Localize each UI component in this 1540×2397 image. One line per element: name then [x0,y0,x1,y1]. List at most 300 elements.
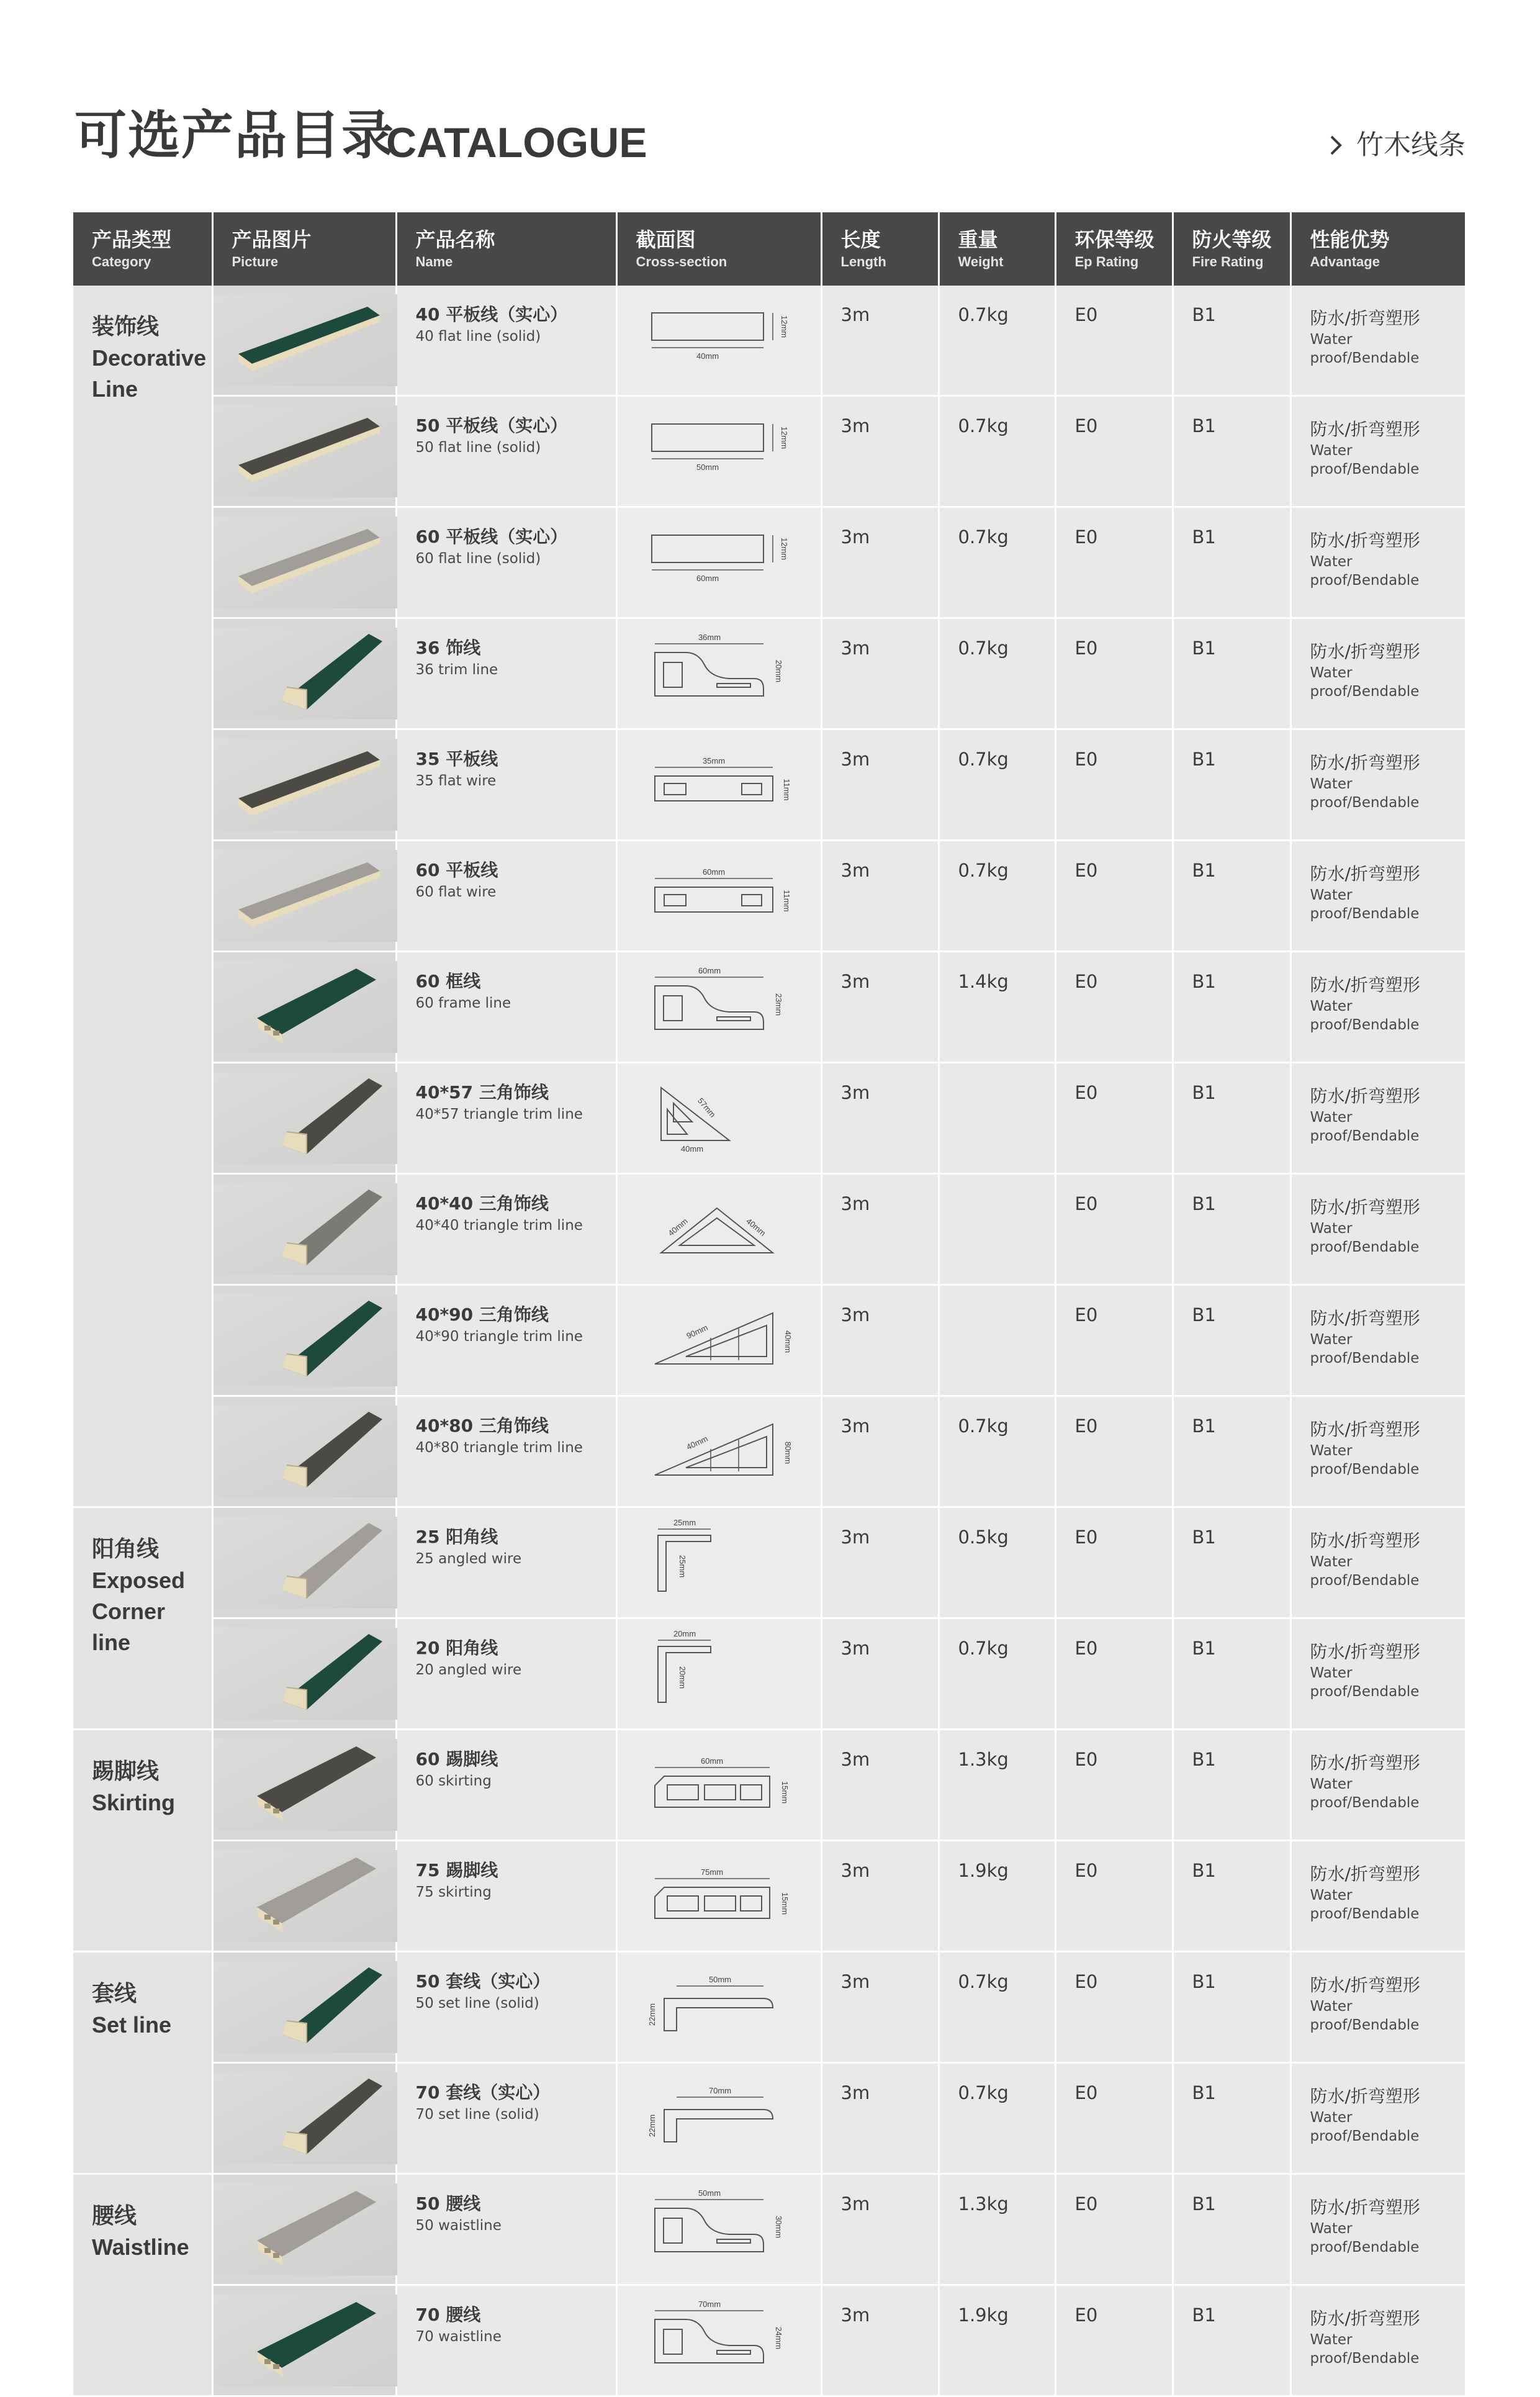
weight-text: 0.7kg [958,1638,1009,1659]
category-cell [73,2174,212,2396]
length-text: 3m [840,1749,870,1770]
length-text: 3m [840,1527,870,1548]
product-image [214,1739,397,1831]
fire-rating-value [1173,2285,1290,2396]
product-name-cn: 20 阳角线 [415,1638,498,1658]
svg-text:90mm: 90mm [685,1322,709,1341]
advantage-value [1290,1396,1465,1507]
cross-section-drawing [616,286,821,396]
cross-section-svg [618,961,822,1053]
cross-section-drawing [616,729,821,841]
weight-value [939,286,1055,396]
svg-text:30mm: 30mm [773,2215,783,2239]
length-value [821,952,939,1063]
product-picture [212,286,396,396]
product-name [396,1507,616,1618]
product-name-en: 50 flat line (solid) [415,440,541,456]
product-image [214,1072,397,1164]
catalogue-table [73,212,1465,2397]
product-name-en: 40*80 triangle trim line [415,1440,583,1456]
product-image [214,2183,397,2275]
length-text: 3m [840,304,870,325]
product-name-cn: 40*40 三角饰线 [415,1193,549,1214]
cross-section-svg [618,1294,822,1386]
ep-rating-text: E0 [1074,860,1098,881]
ep-rating-value [1055,1174,1173,1285]
category-name-en: Decorative [92,345,207,371]
product-image [214,1628,397,1720]
length-value [821,1730,939,1841]
svg-text:50mm: 50mm [696,463,719,472]
advantage-value [1290,1174,1465,1285]
cross-section-drawing [616,1618,821,1730]
category-name-cn: 套线 [92,1981,137,2007]
product-picture [212,1285,396,1396]
category-cell [73,1730,212,1952]
advantage-cn: 防水/折弯塑形 [1310,1975,1420,1995]
fire-rating-value [1173,1285,1290,1396]
cross-section-drawing [616,1396,821,1507]
advantage-value [1290,2285,1465,2396]
fire-rating-text: B1 [1192,304,1216,325]
product-picture [212,1063,396,1174]
ep-rating-value [1055,2174,1173,2285]
advantage-en: Water proof/Bendable [1310,1776,1420,1811]
fire-rating-text: B1 [1192,1527,1216,1548]
product-name-en: 50 waistline [415,2218,502,2234]
length-text: 3m [840,526,870,548]
table-row [73,952,1465,1063]
length-text: 3m [840,1304,870,1325]
fire-rating-text: B1 [1192,2304,1216,2326]
col-header-picture: 产品图片 Picture [212,212,396,286]
cross-section-svg [618,1628,822,1720]
table-row [73,618,1465,729]
length-text: 3m [840,860,870,881]
product-name-cn: 36 饰线 [415,638,481,658]
fire-rating-value [1173,507,1290,618]
length-value [821,1618,939,1730]
product-picture [212,1174,396,1285]
table-row [73,1063,1465,1174]
product-name-cn: 40*57 三角饰线 [415,1082,549,1103]
advantage-en: Water proof/Bendable [1310,443,1420,477]
advantage-value [1290,1952,1465,2063]
table-row [73,2285,1465,2396]
ep-rating-value [1055,841,1173,952]
product-name-en: 70 set line (solid) [415,2106,539,2123]
product-picture [212,2063,396,2174]
category-name-cn: 阳角线 [92,1537,160,1562]
fire-rating-value [1173,1841,1290,1952]
weight-value [939,841,1055,952]
product-image [214,1850,397,1942]
product-image [214,739,397,831]
fire-rating-value [1173,396,1290,507]
category-name-en: Corner [92,1599,166,1624]
cross-section-drawing [616,2285,821,2396]
advantage-cn: 防水/折弯塑形 [1310,419,1420,440]
svg-text:75mm: 75mm [700,1867,723,1877]
product-name-cn: 25 阳角线 [415,1527,498,1547]
table-body [73,286,1465,2396]
svg-text:20mm: 20mm [773,659,783,683]
advantage-en: Water proof/Bendable [1310,2221,1420,2255]
product-image [214,628,397,720]
weight-text: 1.4kg [958,971,1009,992]
ep-rating-text: E0 [1074,1193,1098,1214]
product-name-en: 60 flat line (solid) [415,551,541,567]
ep-rating-text: E0 [1074,2193,1098,2214]
cross-section-drawing [616,1063,821,1174]
advantage-en: Water proof/Bendable [1310,1443,1420,1478]
product-name-cn: 50 腰线 [415,2193,481,2214]
weight-value [939,1730,1055,1841]
cross-section-svg [618,2295,822,2386]
svg-text:40mm: 40mm [665,1216,690,1238]
ep-rating-value [1055,1841,1173,1952]
category-name-en: Set line [92,2012,172,2038]
product-image [214,850,397,942]
advantage-value [1290,1285,1465,1396]
fire-rating-value [1173,1952,1290,2063]
advantage-value [1290,729,1465,841]
advantage-en: Water proof/Bendable [1310,1109,1420,1144]
fire-rating-value [1173,729,1290,841]
fire-rating-text: B1 [1192,1304,1216,1325]
product-name [396,2285,616,2396]
category-name-cn: 腰线 [92,2203,137,2229]
fire-rating-text: B1 [1192,971,1216,992]
svg-text:70mm: 70mm [698,2300,721,2309]
fire-rating-value [1173,286,1290,396]
ep-rating-value [1055,1730,1173,1841]
fire-rating-value [1173,1730,1290,1841]
col-header-length: 长度 Length [821,212,939,286]
weight-value [939,618,1055,729]
cross-section-svg [618,1072,822,1164]
ep-rating-value [1055,286,1173,396]
product-name-cn: 75 踢脚线 [415,1860,498,1880]
product-name-cn: 60 踢脚线 [415,1749,498,1769]
product-name-en: 60 flat wire [415,884,497,900]
ep-rating-value [1055,952,1173,1063]
length-value [821,2063,939,2174]
svg-text:11mm: 11mm [781,779,791,801]
product-name [396,1285,616,1396]
cross-section-svg [618,405,822,497]
weight-value [939,1841,1055,1952]
fire-rating-value [1173,2063,1290,2174]
length-text: 3m [840,1638,870,1659]
category-name-cn: 装饰线 [92,314,160,340]
weight-value [939,1063,1055,1174]
ep-rating-value [1055,729,1173,841]
product-name [396,1174,616,1285]
advantage-value [1290,507,1465,618]
svg-text:36mm: 36mm [698,633,721,642]
advantage-en: Water proof/Bendable [1310,776,1420,811]
weight-text: 0.7kg [958,638,1009,659]
table-row [73,286,1465,396]
ep-rating-text: E0 [1074,1527,1098,1548]
weight-value [939,1507,1055,1618]
ep-rating-text: E0 [1074,1749,1098,1770]
cross-section-drawing [616,1174,821,1285]
weight-text: 0.7kg [958,2082,1009,2103]
weight-value [939,729,1055,841]
category-name-en: line [92,1630,131,1655]
product-name-cn: 70 腰线 [415,2304,481,2325]
product-name-en: 40*90 triangle trim line [415,1329,583,1345]
product-picture [212,618,396,729]
advantage-cn: 防水/折弯塑形 [1310,864,1420,884]
weight-value [939,1396,1055,1507]
col-header-cross-section: 截面图 Cross-section [616,212,821,286]
ep-rating-text: E0 [1074,1415,1098,1437]
product-name-cn: 35 平板线 [415,749,498,769]
advantage-en: Water proof/Bendable [1310,887,1420,922]
cross-section-svg [618,1406,822,1497]
cross-section-svg [618,294,822,386]
fire-rating-value [1173,618,1290,729]
cross-section-svg [618,1183,822,1275]
product-name [396,1730,616,1841]
svg-text:57mm: 57mm [695,1096,718,1119]
cross-section-svg [618,628,822,720]
length-value [821,2285,939,2396]
fire-rating-text: B1 [1192,749,1216,770]
cross-section-svg [618,739,822,831]
table-row [73,396,1465,507]
product-name-cn: 70 套线（实心） [415,2082,551,2103]
weight-value [939,1174,1055,1285]
fire-rating-text: B1 [1192,1860,1216,1881]
table-row [73,1841,1465,1952]
product-name [396,286,616,396]
product-image [214,1183,397,1275]
fire-rating-text: B1 [1192,1193,1216,1214]
fire-rating-value [1173,1618,1290,1730]
advantage-cn: 防水/折弯塑形 [1310,1864,1420,1884]
product-name-en: 36 trim line [415,662,498,678]
advantage-cn: 防水/折弯塑形 [1310,1197,1420,1217]
ep-rating-value [1055,1063,1173,1174]
product-name-en: 60 skirting [415,1773,492,1789]
weight-value [939,1952,1055,2063]
product-name [396,952,616,1063]
svg-text:40mm: 40mm [685,1433,709,1452]
cross-section-svg [618,850,822,942]
product-name-cn: 60 平板线（实心） [415,526,568,547]
svg-text:40mm: 40mm [783,1330,793,1353]
svg-text:12mm: 12mm [779,426,789,449]
product-name-cn: 60 框线 [415,971,481,991]
product-name [396,1396,616,1507]
length-text: 3m [840,1193,870,1214]
table-row [73,729,1465,841]
ep-rating-text: E0 [1074,749,1098,770]
product-name-en: 60 frame line [415,995,511,1011]
product-name [396,507,616,618]
length-text: 3m [840,971,870,992]
length-text: 3m [840,1971,870,1992]
advantage-en: Water proof/Bendable [1310,1221,1420,1255]
weight-value [939,1285,1055,1396]
advantage-en: Water proof/Bendable [1310,332,1420,366]
cross-section-drawing [616,1841,821,1952]
svg-text:60mm: 60mm [698,966,721,975]
fire-rating-text: B1 [1192,2193,1216,2214]
product-image [214,2295,397,2386]
category-name-cn: 踢脚线 [92,1759,160,1784]
svg-text:20mm: 20mm [677,1666,687,1689]
category-cell [73,286,212,1507]
advantage-en: Water proof/Bendable [1310,665,1420,700]
length-text: 3m [840,415,870,436]
col-header-fire-rating: 防火等级 Fire Rating [1173,212,1290,286]
weight-value [939,1618,1055,1730]
ep-rating-value [1055,1507,1173,1618]
product-picture [212,1952,396,2063]
category-cell [73,1952,212,2174]
advantage-en: Water proof/Bendable [1310,2332,1420,2367]
product-image [214,1517,397,1609]
product-name-en: 70 waistline [415,2329,502,2345]
svg-text:11mm: 11mm [781,890,791,912]
ep-rating-text: E0 [1074,526,1098,548]
table-row [73,1952,1465,2063]
product-name-en: 35 flat wire [415,773,497,789]
svg-text:60mm: 60mm [700,1756,723,1766]
svg-text:22mm: 22mm [647,2114,657,2137]
col-header-ep-rating: 环保等级 Ep Rating [1055,212,1173,286]
ep-rating-text: E0 [1074,2082,1098,2103]
product-name-en: 40*57 triangle trim line [415,1106,583,1122]
cross-section-drawing [616,1507,821,1618]
fire-rating-value [1173,1396,1290,1507]
advantage-value [1290,1841,1465,1952]
product-name [396,729,616,841]
weight-text: 0.7kg [958,526,1009,548]
product-name-en: 25 angled wire [415,1551,522,1567]
advantage-cn: 防水/折弯塑形 [1310,1086,1420,1106]
svg-text:12mm: 12mm [779,537,789,561]
fire-rating-text: B1 [1192,1638,1216,1659]
advantage-en: Water proof/Bendable [1310,998,1420,1033]
svg-text:40mm: 40mm [696,351,719,361]
product-name-en: 75 skirting [415,1884,492,1900]
length-value [821,1507,939,1618]
product-name [396,396,616,507]
product-name-cn: 50 套线（实心） [415,1971,551,1992]
weight-text: 0.7kg [958,304,1009,325]
advantage-value [1290,286,1465,396]
product-name-cn: 40*80 三角饰线 [415,1415,549,1436]
svg-text:25mm: 25mm [673,1518,696,1527]
product-name-en: 20 angled wire [415,1662,522,1678]
product-name-cn: 60 平板线 [415,860,498,880]
advantage-cn: 防水/折弯塑形 [1310,752,1420,773]
ep-rating-text: E0 [1074,971,1098,992]
length-value [821,1285,939,1396]
fire-rating-value [1173,1174,1290,1285]
product-picture [212,1507,396,1618]
nav-label: 竹木线条 [1356,129,1466,161]
product-name [396,1841,616,1952]
table-row [73,507,1465,618]
weight-text: 1.9kg [958,2304,1009,2326]
product-name [396,2063,616,2174]
svg-text:25mm: 25mm [677,1555,687,1578]
table-row [73,841,1465,952]
ep-rating-text: E0 [1074,1082,1098,1103]
cross-section-svg [618,2072,822,2164]
weight-text: 0.7kg [958,860,1009,881]
svg-text:24mm: 24mm [773,2326,783,2350]
length-text: 3m [840,2193,870,2214]
fire-rating-text: B1 [1192,638,1216,659]
ep-rating-text: E0 [1074,1860,1098,1881]
product-image [214,294,397,386]
product-picture [212,1396,396,1507]
length-value [821,507,939,618]
cross-section-svg [618,2183,822,2275]
table-row [73,2174,1465,2285]
category-cell [73,1507,212,1730]
length-text: 3m [840,1415,870,1437]
length-value [821,1841,939,1952]
fire-rating-value [1173,952,1290,1063]
advantage-value [1290,2063,1465,2174]
advantage-cn: 防水/折弯塑形 [1310,1753,1420,1773]
advantage-value [1290,396,1465,507]
length-text: 3m [840,2082,870,2103]
category-name-en: Line [92,376,138,402]
page-title-cn: 可选产品目录 [74,105,395,166]
weight-text: 0.7kg [958,1971,1009,1992]
svg-text:12mm: 12mm [779,315,789,338]
length-text: 3m [840,638,870,659]
cross-section-drawing [616,2174,821,2285]
length-text: 3m [840,1082,870,1103]
advantage-cn: 防水/折弯塑形 [1310,2086,1420,2106]
ep-rating-text: E0 [1074,304,1098,325]
length-value [821,729,939,841]
fire-rating-value [1173,1063,1290,1174]
weight-text: 0.7kg [958,1415,1009,1437]
ep-rating-text: E0 [1074,415,1098,436]
product-name [396,1952,616,2063]
cross-section-svg [618,517,822,608]
ep-rating-value [1055,507,1173,618]
svg-text:15mm: 15mm [780,1781,790,1804]
fire-rating-text: B1 [1192,1971,1216,1992]
category-nav-link[interactable] [1329,127,1466,164]
col-header-weight: 重量 Weight [939,212,1055,286]
svg-text:40mm: 40mm [680,1144,703,1153]
advantage-value [1290,618,1465,729]
table-row [73,2063,1465,2174]
cross-section-drawing [616,1285,821,1396]
svg-text:80mm: 80mm [783,1441,793,1465]
advantage-en: Water proof/Bendable [1310,554,1420,589]
advantage-cn: 防水/折弯塑形 [1310,641,1420,662]
fire-rating-value [1173,2174,1290,2285]
advantage-cn: 防水/折弯塑形 [1310,2308,1420,2329]
product-picture [212,2285,396,2396]
product-name-en: 40 flat line (solid) [415,328,541,345]
